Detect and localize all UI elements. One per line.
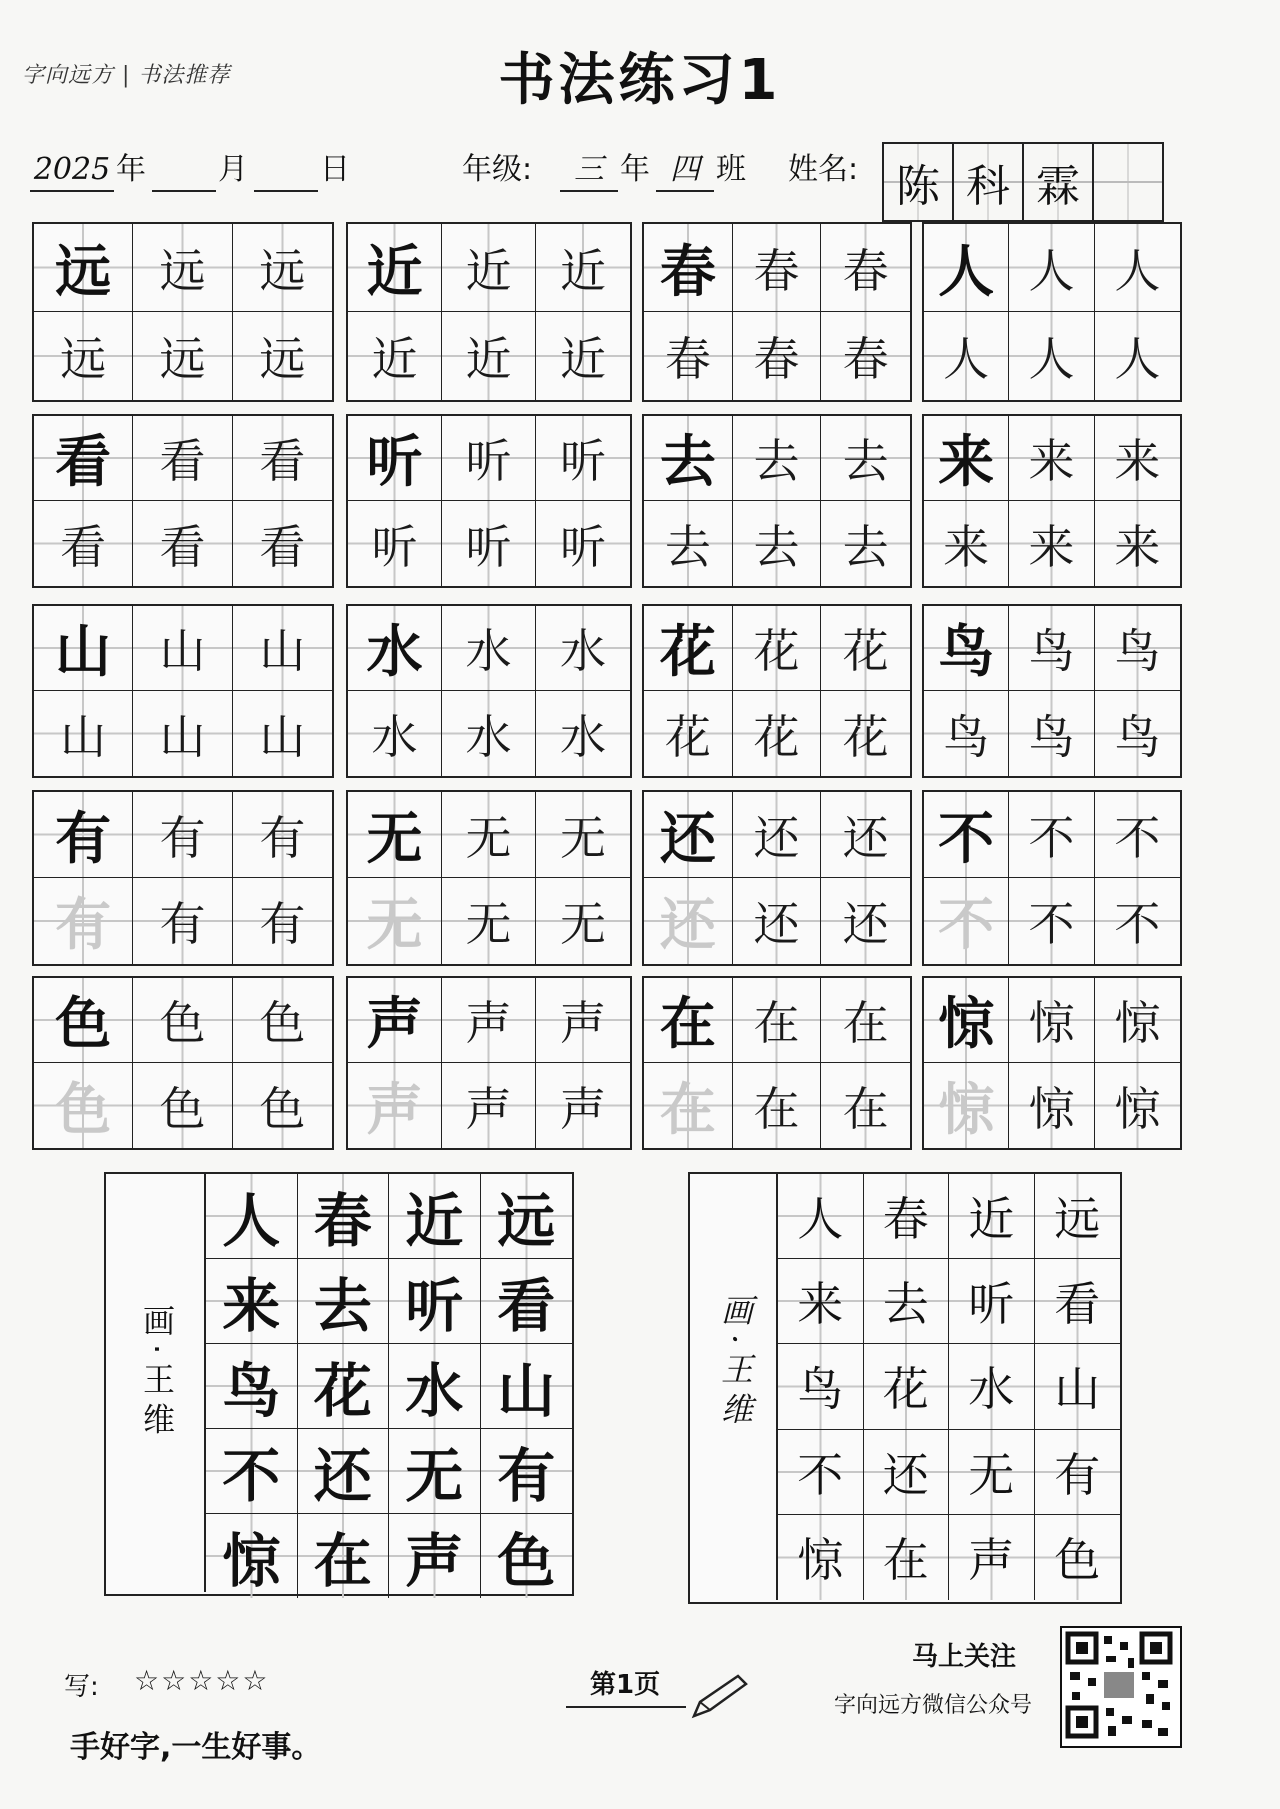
follow-text: 马上关注 bbox=[912, 1642, 1017, 1672]
practice-char-cell: 水 bbox=[536, 606, 630, 691]
name-char-cell: 科 bbox=[954, 144, 1024, 220]
practice-char-cell: 山 bbox=[133, 606, 232, 691]
trace-char-cell: 还 bbox=[644, 878, 733, 964]
page-underline bbox=[566, 1706, 686, 1708]
practice-char-cell: 花 bbox=[644, 691, 733, 776]
trace-char-cell: 在 bbox=[644, 1063, 733, 1148]
practice-block bbox=[346, 976, 632, 1150]
poem-char-cell: 花 bbox=[864, 1344, 950, 1429]
practice-char-cell: 看 bbox=[34, 501, 133, 586]
poem-char-cell: 来 bbox=[206, 1259, 298, 1344]
practice-char-cell: 山 bbox=[233, 606, 332, 691]
practice-char-cell: 色 bbox=[133, 978, 232, 1063]
practice-char-cell: 无 bbox=[442, 792, 536, 878]
year-field: 2025 bbox=[30, 150, 114, 192]
poem-char-cell: 在 bbox=[298, 1514, 390, 1598]
wechat-account: 字向远方微信公众号 bbox=[834, 1693, 1033, 1718]
practice-char-cell: 山 bbox=[233, 691, 332, 776]
poem-char-cell: 近 bbox=[949, 1174, 1035, 1259]
model-char-cell: 鸟 bbox=[924, 606, 1009, 691]
practice-char-cell: 还 bbox=[821, 878, 910, 964]
practice-char-cell: 听 bbox=[442, 416, 536, 501]
practice-block bbox=[346, 790, 632, 966]
poem-char-cell: 不 bbox=[778, 1430, 864, 1515]
practice-char-cell: 近 bbox=[442, 224, 536, 312]
poem-char-cell: 看 bbox=[1035, 1259, 1121, 1344]
class-label: 班 bbox=[716, 152, 746, 187]
name-label: 姓名: bbox=[788, 152, 859, 187]
practice-char-cell: 惊 bbox=[1095, 1063, 1180, 1148]
poem-char-cell: 有 bbox=[1035, 1430, 1121, 1515]
poem-model-caption: 画·王维 bbox=[138, 1304, 176, 1443]
practice-block bbox=[32, 976, 334, 1150]
model-char-cell: 人 bbox=[924, 224, 1009, 312]
poem-char-cell: 春 bbox=[864, 1174, 950, 1259]
practice-char-cell: 春 bbox=[821, 312, 910, 400]
poem-char-cell: 无 bbox=[389, 1429, 481, 1514]
practice-char-cell: 还 bbox=[733, 878, 822, 964]
practice-char-cell: 有 bbox=[133, 792, 232, 878]
practice-char-cell: 来 bbox=[1095, 416, 1180, 501]
day-label: 日 bbox=[320, 152, 350, 187]
practice-block bbox=[922, 976, 1182, 1150]
poem-char-cell: 还 bbox=[298, 1429, 390, 1514]
trace-char-cell: 不 bbox=[924, 878, 1009, 964]
poem-model-grid bbox=[204, 1174, 572, 1595]
practice-block bbox=[346, 604, 632, 778]
model-char-cell: 花 bbox=[644, 606, 733, 691]
practice-char-cell: 鸟 bbox=[1095, 606, 1180, 691]
practice-char-cell: 声 bbox=[442, 978, 536, 1063]
practice-char-cell: 来 bbox=[1009, 416, 1094, 501]
model-char-cell: 色 bbox=[34, 978, 133, 1063]
practice-char-cell: 色 bbox=[233, 978, 332, 1063]
practice-char-cell: 来 bbox=[1095, 501, 1180, 586]
poem-handwritten-caption: 画·王维 bbox=[716, 1294, 754, 1433]
model-char-cell: 有 bbox=[34, 792, 133, 878]
poem-char-cell: 声 bbox=[949, 1515, 1035, 1600]
practice-char-cell: 声 bbox=[536, 1063, 630, 1148]
poem-handwritten-box bbox=[688, 1172, 1122, 1604]
poem-handwritten-grid bbox=[776, 1174, 1120, 1600]
practice-char-cell: 看 bbox=[233, 416, 332, 501]
poem-char-cell: 听 bbox=[389, 1259, 481, 1344]
month-field bbox=[152, 150, 216, 192]
day-field bbox=[254, 150, 318, 192]
name-char-cell: 霖 bbox=[1024, 144, 1094, 220]
practice-char-cell: 春 bbox=[733, 224, 822, 312]
poem-char-cell: 有 bbox=[481, 1429, 573, 1514]
practice-char-cell: 近 bbox=[536, 312, 630, 400]
month-label: 月 bbox=[218, 152, 248, 187]
poem-char-cell: 鸟 bbox=[206, 1344, 298, 1429]
practice-char-cell: 不 bbox=[1009, 792, 1094, 878]
practice-char-cell: 去 bbox=[733, 416, 822, 501]
trace-char-cell: 惊 bbox=[924, 1063, 1009, 1148]
practice-char-cell: 人 bbox=[1095, 224, 1180, 312]
poem-char-cell: 水 bbox=[949, 1344, 1035, 1429]
practice-char-cell: 惊 bbox=[1095, 978, 1180, 1063]
practice-char-cell: 来 bbox=[924, 501, 1009, 586]
practice-char-cell: 鸟 bbox=[1009, 691, 1094, 776]
practice-char-cell: 去 bbox=[733, 501, 822, 586]
motto: 手好字,一生好事。 bbox=[70, 1730, 322, 1765]
poem-char-cell: 鸟 bbox=[778, 1344, 864, 1429]
practice-block bbox=[642, 604, 912, 778]
poem-char-cell: 色 bbox=[481, 1514, 573, 1598]
practice-block bbox=[642, 222, 912, 402]
poem-char-cell: 人 bbox=[206, 1174, 298, 1259]
practice-char-cell: 水 bbox=[442, 691, 536, 776]
practice-char-cell: 远 bbox=[133, 224, 232, 312]
practice-char-cell: 在 bbox=[821, 978, 910, 1063]
poem-char-cell: 来 bbox=[778, 1259, 864, 1344]
model-char-cell: 听 bbox=[348, 416, 442, 501]
practice-char-cell: 看 bbox=[133, 501, 232, 586]
poem-char-cell: 惊 bbox=[206, 1514, 298, 1598]
rating-stars: ☆☆☆☆☆ bbox=[134, 1664, 270, 1697]
poem-char-cell: 远 bbox=[481, 1174, 573, 1259]
practice-char-cell: 听 bbox=[442, 501, 536, 586]
practice-block bbox=[346, 222, 632, 402]
practice-char-cell: 还 bbox=[733, 792, 822, 878]
model-char-cell: 在 bbox=[644, 978, 733, 1063]
practice-char-cell: 人 bbox=[1095, 312, 1180, 400]
practice-char-cell: 鸟 bbox=[1095, 691, 1180, 776]
class-field: 四 bbox=[656, 150, 714, 192]
practice-char-cell: 春 bbox=[821, 224, 910, 312]
model-char-cell: 惊 bbox=[924, 978, 1009, 1063]
poem-char-cell: 惊 bbox=[778, 1515, 864, 1600]
practice-char-cell: 有 bbox=[233, 878, 332, 964]
model-char-cell: 来 bbox=[924, 416, 1009, 501]
practice-char-cell: 听 bbox=[536, 501, 630, 586]
practice-block bbox=[32, 604, 334, 778]
practice-block bbox=[922, 604, 1182, 778]
practice-char-cell: 不 bbox=[1095, 878, 1180, 964]
practice-char-cell: 无 bbox=[442, 878, 536, 964]
practice-char-cell: 在 bbox=[821, 1063, 910, 1148]
poem-char-cell: 山 bbox=[481, 1344, 573, 1429]
practice-char-cell: 花 bbox=[821, 606, 910, 691]
poem-char-cell: 水 bbox=[389, 1344, 481, 1429]
poem-char-cell: 无 bbox=[949, 1430, 1035, 1515]
qr-code-graphic bbox=[1062, 1628, 1176, 1742]
practice-char-cell: 无 bbox=[536, 878, 630, 964]
model-char-cell: 声 bbox=[348, 978, 442, 1063]
practice-char-cell: 人 bbox=[924, 312, 1009, 400]
poem-char-cell: 听 bbox=[949, 1259, 1035, 1344]
poem-char-cell: 看 bbox=[481, 1259, 573, 1344]
page-number: 第1页 bbox=[590, 1670, 661, 1700]
trace-char-cell: 无 bbox=[348, 878, 442, 964]
poem-char-cell: 去 bbox=[864, 1259, 950, 1344]
poem-char-cell: 山 bbox=[1035, 1344, 1121, 1429]
model-char-cell: 无 bbox=[348, 792, 442, 878]
poem-char-cell: 花 bbox=[298, 1344, 390, 1429]
practice-char-cell: 还 bbox=[821, 792, 910, 878]
practice-char-cell: 惊 bbox=[1009, 978, 1094, 1063]
practice-char-cell: 山 bbox=[133, 691, 232, 776]
practice-char-cell: 近 bbox=[348, 312, 442, 400]
poem-char-cell: 去 bbox=[298, 1259, 390, 1344]
poem-char-cell: 春 bbox=[298, 1174, 390, 1259]
practice-char-cell: 看 bbox=[233, 501, 332, 586]
practice-char-cell: 鸟 bbox=[1009, 606, 1094, 691]
poem-char-cell: 声 bbox=[389, 1514, 481, 1598]
poem-char-cell: 在 bbox=[864, 1515, 950, 1600]
practice-char-cell: 花 bbox=[733, 606, 822, 691]
practice-char-cell: 去 bbox=[644, 501, 733, 586]
practice-char-cell: 在 bbox=[733, 1063, 822, 1148]
qr-code bbox=[1060, 1626, 1182, 1748]
practice-block bbox=[346, 414, 632, 588]
name-grid bbox=[882, 142, 1164, 222]
model-char-cell: 山 bbox=[34, 606, 133, 691]
practice-char-cell: 近 bbox=[442, 312, 536, 400]
practice-char-cell: 色 bbox=[133, 1063, 232, 1148]
model-char-cell: 看 bbox=[34, 416, 133, 501]
practice-char-cell: 远 bbox=[34, 312, 133, 400]
practice-char-cell: 听 bbox=[536, 416, 630, 501]
model-char-cell: 近 bbox=[348, 224, 442, 312]
trace-char-cell: 有 bbox=[34, 878, 133, 964]
practice-char-cell: 无 bbox=[536, 792, 630, 878]
practice-char-cell: 花 bbox=[733, 691, 822, 776]
practice-char-cell: 近 bbox=[536, 224, 630, 312]
practice-char-cell: 不 bbox=[1095, 792, 1180, 878]
poem-model-box bbox=[104, 1172, 574, 1596]
practice-char-cell: 水 bbox=[348, 691, 442, 776]
practice-char-cell: 远 bbox=[233, 224, 332, 312]
practice-char-cell: 有 bbox=[233, 792, 332, 878]
model-char-cell: 水 bbox=[348, 606, 442, 691]
practice-char-cell: 人 bbox=[1009, 224, 1094, 312]
practice-char-cell: 看 bbox=[133, 416, 232, 501]
practice-block bbox=[922, 790, 1182, 966]
practice-char-cell: 在 bbox=[733, 978, 822, 1063]
practice-char-cell: 远 bbox=[233, 312, 332, 400]
practice-char-cell: 鸟 bbox=[924, 691, 1009, 776]
practice-block bbox=[32, 222, 334, 402]
practice-char-cell: 水 bbox=[442, 606, 536, 691]
practice-char-cell: 花 bbox=[821, 691, 910, 776]
model-char-cell: 还 bbox=[644, 792, 733, 878]
practice-char-cell: 去 bbox=[821, 416, 910, 501]
practice-char-cell: 不 bbox=[1009, 878, 1094, 964]
practice-char-cell: 声 bbox=[536, 978, 630, 1063]
model-char-cell: 春 bbox=[644, 224, 733, 312]
poem-char-cell: 色 bbox=[1035, 1515, 1121, 1600]
grade-label: 年级: bbox=[462, 152, 533, 187]
practice-char-cell: 色 bbox=[233, 1063, 332, 1148]
practice-char-cell: 听 bbox=[348, 501, 442, 586]
practice-char-cell: 春 bbox=[733, 312, 822, 400]
brand-logo: 字向远方 | 书法推荐 bbox=[22, 63, 231, 88]
year-label: 年 bbox=[116, 152, 146, 187]
model-char-cell: 不 bbox=[924, 792, 1009, 878]
practice-block bbox=[32, 790, 334, 966]
poem-char-cell: 人 bbox=[778, 1174, 864, 1259]
practice-char-cell: 有 bbox=[133, 878, 232, 964]
practice-char-cell: 山 bbox=[34, 691, 133, 776]
write-rating-label: 写: bbox=[64, 1672, 99, 1702]
practice-block bbox=[922, 414, 1182, 588]
practice-char-cell: 去 bbox=[821, 501, 910, 586]
practice-char-cell: 水 bbox=[536, 691, 630, 776]
pen-icon bbox=[688, 1672, 752, 1722]
page-title: 书法练习1 bbox=[498, 48, 782, 113]
poem-char-cell: 还 bbox=[864, 1430, 950, 1515]
practice-block bbox=[922, 222, 1182, 402]
practice-char-cell: 惊 bbox=[1009, 1063, 1094, 1148]
practice-block bbox=[32, 414, 334, 588]
poem-char-cell: 远 bbox=[1035, 1174, 1121, 1259]
poem-char-cell: 近 bbox=[389, 1174, 481, 1259]
name-char-cell bbox=[1094, 144, 1162, 220]
practice-block bbox=[642, 790, 912, 966]
practice-char-cell: 远 bbox=[133, 312, 232, 400]
practice-char-cell: 春 bbox=[644, 312, 733, 400]
trace-char-cell: 声 bbox=[348, 1063, 442, 1148]
practice-char-cell: 人 bbox=[1009, 312, 1094, 400]
practice-char-cell: 来 bbox=[1009, 501, 1094, 586]
practice-block bbox=[642, 976, 912, 1150]
grade-year-label: 年 bbox=[620, 152, 650, 187]
grade-field: 三 bbox=[560, 150, 618, 192]
practice-block bbox=[642, 414, 912, 588]
name-char-cell: 陈 bbox=[884, 144, 954, 220]
trace-char-cell: 色 bbox=[34, 1063, 133, 1148]
poem-char-cell: 不 bbox=[206, 1429, 298, 1514]
practice-char-cell: 声 bbox=[442, 1063, 536, 1148]
model-char-cell: 去 bbox=[644, 416, 733, 501]
model-char-cell: 远 bbox=[34, 224, 133, 312]
